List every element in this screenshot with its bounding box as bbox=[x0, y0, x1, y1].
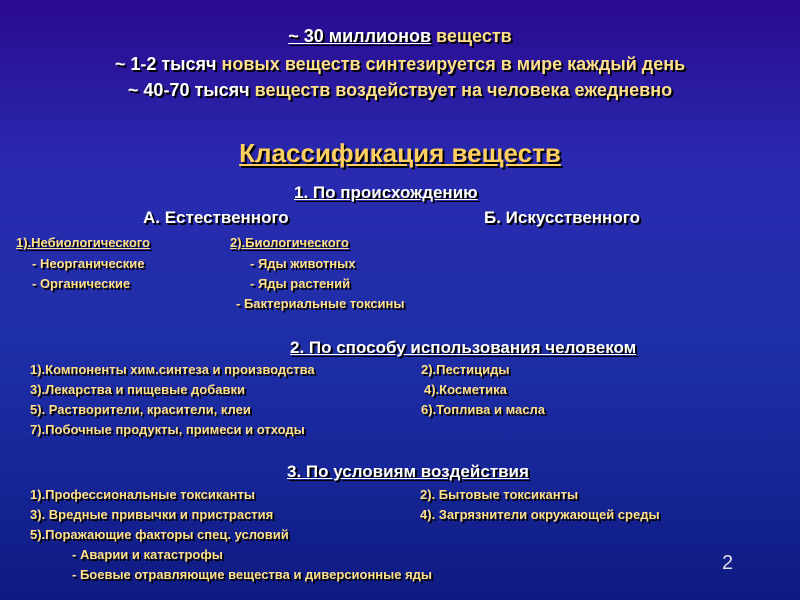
list-item: 3). Вредные привычки и пристрастия bbox=[30, 507, 274, 522]
header-line-3 bbox=[0, 80, 800, 101]
section-2-heading: 2. По способу использования человеком bbox=[290, 338, 637, 357]
section-1-bio-label: 2).Биологического bbox=[230, 235, 349, 250]
list-item: 2). Бытовые токсиканты bbox=[420, 487, 579, 502]
section-1-artificial-label: Б. Искусственного bbox=[484, 208, 640, 227]
list-item: - Органические bbox=[32, 276, 131, 291]
list-item: 1).Компоненты хим.синтеза и производства bbox=[30, 362, 315, 377]
header-line-1-count: ~ 30 миллионов bbox=[288, 26, 432, 46]
list-item: 6).Топлива и масла bbox=[421, 402, 545, 417]
section-1-natural-label: А. Естественного bbox=[143, 208, 289, 227]
list-item: 5).Поражающие факторы спец. условий bbox=[30, 527, 289, 542]
header-line-2-text: новых веществ синтезируется в мире каждый день bbox=[216, 54, 686, 74]
list-item: - Бактериальные токсины bbox=[236, 296, 405, 311]
list-item: - Яды животных bbox=[250, 256, 356, 271]
header-line-1-text: веществ bbox=[431, 26, 512, 46]
header-line-1 bbox=[0, 26, 800, 47]
list-item: 1).Профессиональные токсиканты bbox=[30, 487, 255, 502]
list-item: 3).Лекарства и пищевые добавки bbox=[30, 382, 245, 397]
list-item: - Боевые отравляющие вещества и диверсионные яды bbox=[72, 567, 433, 582]
section-1-nonbio-label: 1).Небиологического bbox=[16, 235, 150, 250]
list-item: - Аварии и катастрофы bbox=[72, 547, 223, 562]
section-1-heading: 1. По происхождению bbox=[294, 183, 478, 202]
list-item: 7).Побочные продукты, примеси и отходы bbox=[30, 422, 305, 437]
section-3-heading: 3. По условиям воздействия bbox=[287, 462, 529, 481]
list-item: - Яды растений bbox=[250, 276, 351, 291]
list-item: 5). Растворители, красители, клеи bbox=[30, 402, 251, 417]
list-item: - Неорганические bbox=[32, 256, 145, 271]
page-title: Классификация веществ bbox=[239, 138, 561, 168]
list-item: 4).Косметика bbox=[424, 382, 507, 397]
slide-number: 2 bbox=[722, 552, 734, 574]
list-item: 4). Загрязнители окружающей среды bbox=[420, 507, 660, 522]
header-line-2 bbox=[0, 54, 800, 75]
list-item: 2).Пестициды bbox=[421, 362, 510, 377]
header-line-3-text: веществ воздействует на человека ежедневно bbox=[249, 80, 673, 100]
header-line-3-count: ~ 40-70 тысяч bbox=[127, 80, 250, 100]
header-line-2-count: ~ 1-2 тысяч bbox=[114, 54, 217, 74]
